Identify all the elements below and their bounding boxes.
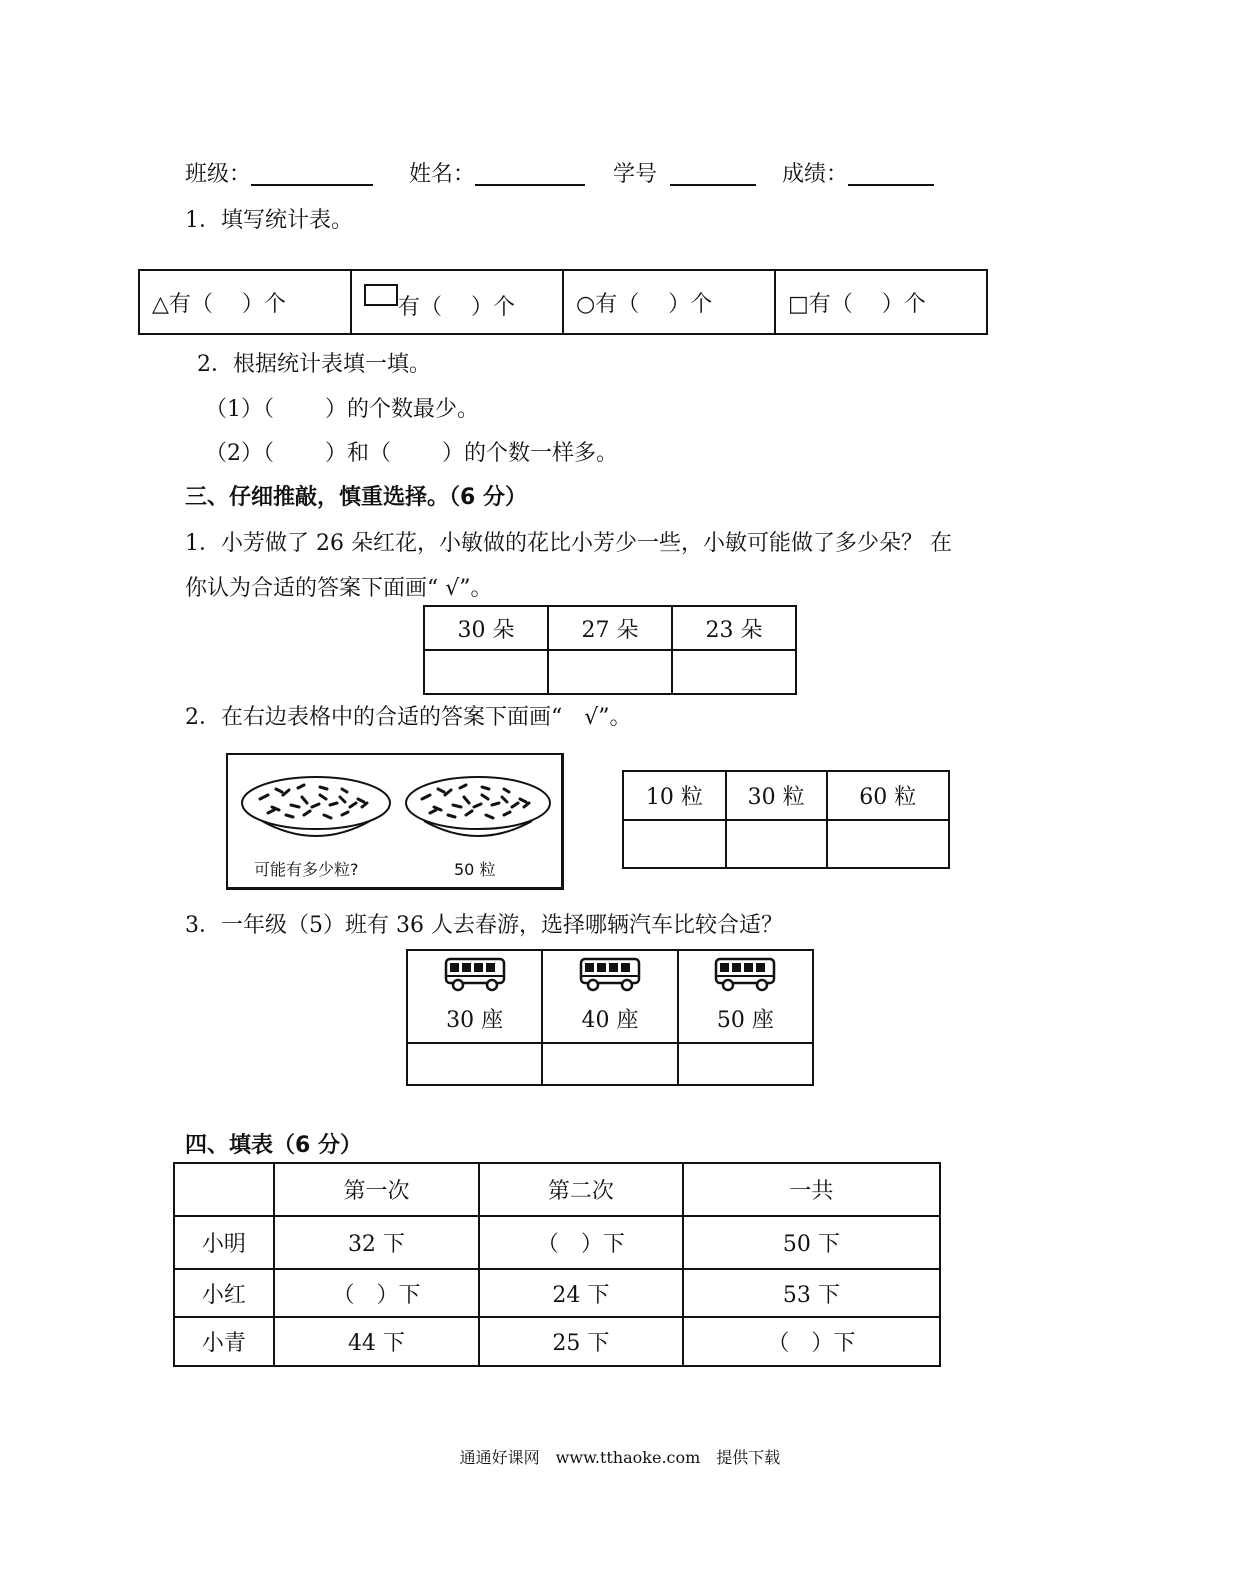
option-30-beans: 30 粒 bbox=[726, 771, 827, 820]
answer-cell[interactable] bbox=[678, 1043, 813, 1085]
s3-q1-line2: 你认为合适的答案下面画“ √”。 bbox=[185, 576, 493, 601]
bus-option-50 bbox=[678, 950, 813, 1043]
class-label: 班级： bbox=[185, 162, 252, 187]
score-blank[interactable] bbox=[848, 162, 934, 186]
row-name: 小青 bbox=[174, 1317, 274, 1366]
option-27-flowers: 27 朵 bbox=[548, 606, 672, 650]
table-row bbox=[174, 1317, 940, 1366]
s3-q3-text: 3．一年级（5）班有 36 人去春游，选择哪辆汽车比较合适？ bbox=[185, 913, 783, 938]
answer-cell[interactable] bbox=[424, 650, 548, 694]
bus-icon bbox=[444, 955, 506, 993]
s3-q1-line1: 1．小芳做了 26 朵红花，小敏做的花比小芳少一些，小敏可能做了多少朵？ 在 bbox=[185, 531, 952, 556]
answer-cell[interactable] bbox=[407, 1043, 542, 1085]
section4-title: 四、填表（6 分） bbox=[185, 1133, 362, 1158]
q2-title: 2．根据统计表填一填。 bbox=[197, 352, 431, 377]
flower-options-table bbox=[423, 605, 797, 695]
table-cell: 53 下 bbox=[683, 1269, 940, 1317]
header-cell: 第一次 bbox=[274, 1163, 479, 1216]
bus-icon bbox=[714, 955, 776, 993]
bean-options-table bbox=[622, 770, 950, 869]
table-cell: 44 下 bbox=[274, 1317, 479, 1366]
option-10-beans: 10 粒 bbox=[623, 771, 726, 820]
answer-cell[interactable] bbox=[672, 650, 796, 694]
table-row bbox=[174, 1216, 940, 1269]
answer-cell[interactable] bbox=[623, 820, 726, 868]
table-cell: 25 下 bbox=[479, 1317, 682, 1366]
bus-options-table bbox=[406, 949, 814, 1086]
id-label: 学号 bbox=[613, 162, 658, 187]
option-60-beans: 60 粒 bbox=[827, 771, 949, 820]
stat-table bbox=[138, 269, 988, 335]
plate-label-left: 可能有多少粒? bbox=[254, 860, 359, 879]
answer-cell[interactable] bbox=[827, 820, 949, 868]
class-blank[interactable] bbox=[251, 162, 373, 186]
header-cell bbox=[174, 1163, 274, 1216]
bus-seats-label: 40 座 bbox=[581, 1008, 639, 1033]
header-line bbox=[185, 162, 934, 186]
answer-cell[interactable] bbox=[548, 650, 672, 694]
bean-plates-image bbox=[226, 753, 564, 890]
table-cell[interactable]: （ ）下 bbox=[683, 1317, 940, 1366]
answer-cell[interactable] bbox=[726, 820, 827, 868]
plate-label-right: 50 粒 bbox=[454, 860, 496, 879]
bus-seats-label: 50 座 bbox=[716, 1008, 774, 1033]
row-name: 小明 bbox=[174, 1216, 274, 1269]
header-cell: 一共 bbox=[683, 1163, 940, 1216]
stat-cell-circle: ○有（ ）个 bbox=[563, 270, 775, 334]
table-cell: 50 下 bbox=[683, 1216, 940, 1269]
bus-seats-label: 30 座 bbox=[446, 1008, 504, 1033]
name-label: 姓名： bbox=[409, 162, 476, 187]
s3-q2-text: 2．在右边表格中的合适的答案下面画“ √”。 bbox=[185, 705, 632, 730]
table-cell[interactable]: （ ）下 bbox=[479, 1216, 682, 1269]
table-row bbox=[174, 1269, 940, 1317]
footer-text: 通通好课网 www.tthaoke.com 提供下载 bbox=[459, 1448, 781, 1467]
option-23-flowers: 23 朵 bbox=[672, 606, 796, 650]
table-cell[interactable]: （ ）下 bbox=[274, 1269, 479, 1317]
q1-title: 1．填写统计表。 bbox=[185, 208, 353, 233]
stat-cell-square: □有（ ）个 bbox=[775, 270, 987, 334]
q2-item-2: （2）（ ）和（ ）的个数一样多。 bbox=[205, 441, 618, 466]
bus-icon bbox=[579, 955, 641, 993]
header-cell: 第二次 bbox=[479, 1163, 682, 1216]
rectangle-icon bbox=[364, 284, 398, 306]
table-header-row bbox=[174, 1163, 940, 1216]
id-blank[interactable] bbox=[670, 162, 756, 186]
answer-cell[interactable] bbox=[542, 1043, 677, 1085]
table-cell: 32 下 bbox=[274, 1216, 479, 1269]
score-label: 成绩： bbox=[782, 162, 849, 187]
count-table bbox=[173, 1162, 941, 1367]
stat-cell-triangle: △有（ ）个 bbox=[139, 270, 351, 334]
option-30-flowers: 30 朵 bbox=[424, 606, 548, 650]
stat-cell-rectangle: 有（ ）个 bbox=[351, 270, 563, 334]
q2-item-1: （1）（ ）的个数最少。 bbox=[205, 397, 479, 422]
name-blank[interactable] bbox=[475, 162, 585, 186]
bus-option-40 bbox=[542, 950, 677, 1043]
bus-option-30 bbox=[407, 950, 542, 1043]
table-cell: 24 下 bbox=[479, 1269, 682, 1317]
section3-title: 三、仔细推敲，慎重选择。（6 分） bbox=[185, 485, 527, 510]
row-name: 小红 bbox=[174, 1269, 274, 1317]
